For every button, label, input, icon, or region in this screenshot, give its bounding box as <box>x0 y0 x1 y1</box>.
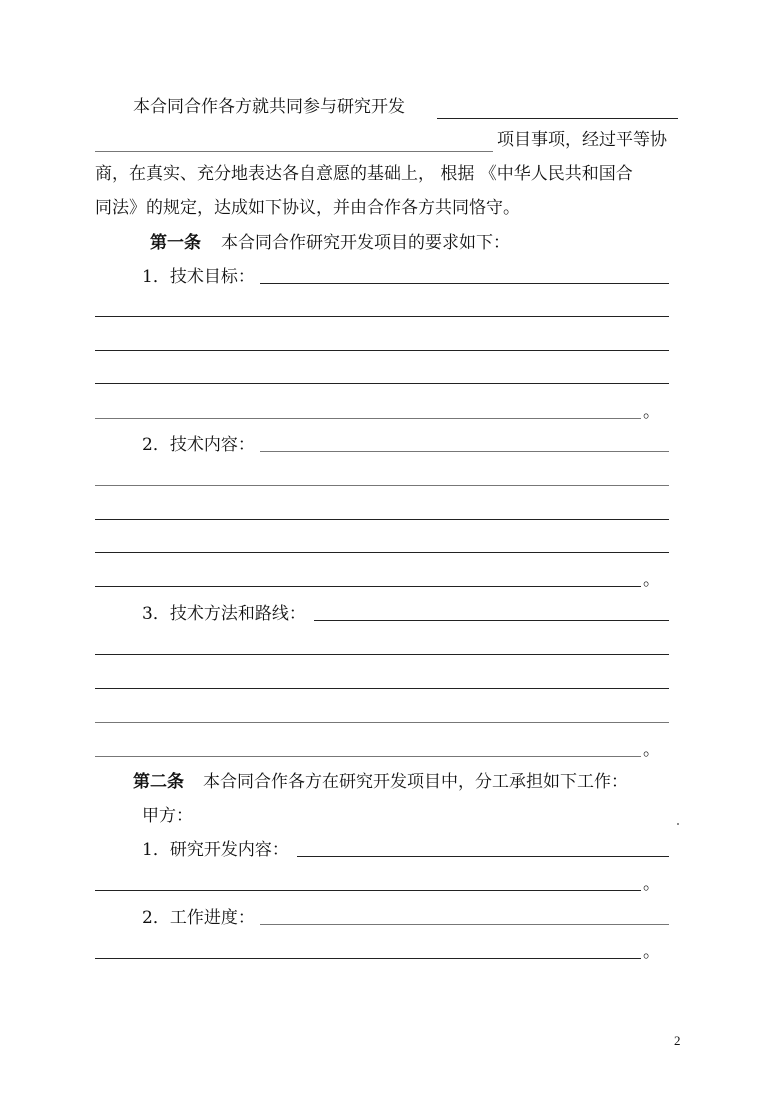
party-a-label: 甲方： <box>142 806 193 826</box>
rd-content-blank[interactable] <box>95 890 641 891</box>
page-number: 2 <box>674 1033 681 1048</box>
period-mark: 。 <box>643 402 660 422</box>
rd-content-blank[interactable] <box>297 856 669 857</box>
tech-goal-blank[interactable] <box>95 383 669 384</box>
intro-line-3: 商，在真实、充分地表达各自意愿的基础上， 根据 《中华人民共和国合 <box>95 164 633 184</box>
tech-content-blank[interactable] <box>95 552 669 553</box>
tech-goal-blank[interactable] <box>95 316 669 317</box>
tech-goal-label: 1．技术目标： <box>142 267 255 287</box>
period-mark: 。 <box>643 570 660 590</box>
article-1-text: 本合同合作研究开发项目的要求如下： <box>221 233 510 253</box>
intro-line-2: 项目事项，经过平等协 <box>497 130 667 150</box>
intro-line-1: 本合同合作各方就共同参与研究开发 <box>133 97 405 117</box>
tech-method-blank[interactable] <box>95 722 669 723</box>
period-mark: 。 <box>643 874 660 894</box>
tech-content-blank[interactable] <box>95 519 669 520</box>
tech-content-blank[interactable] <box>95 586 641 587</box>
work-progress-blank[interactable] <box>95 958 641 959</box>
tech-method-blank[interactable] <box>95 688 669 689</box>
tech-goal-blank[interactable] <box>95 350 669 351</box>
work-progress-label: 2．工作进度： <box>142 908 255 928</box>
tech-content-label: 2．技术内容： <box>142 435 255 455</box>
tech-method-blank[interactable] <box>95 756 641 757</box>
speck <box>677 823 679 825</box>
tech-goal-blank[interactable] <box>260 283 669 284</box>
article-1-heading: 第一条 <box>150 233 201 253</box>
work-progress-blank[interactable] <box>260 924 669 925</box>
tech-method-blank[interactable] <box>95 654 669 655</box>
tech-method-blank[interactable] <box>314 620 669 621</box>
rd-content-label: 1．研究开发内容： <box>142 840 289 860</box>
tech-goal-blank[interactable] <box>95 418 641 419</box>
intro-line-4: 同法》的规定，达成如下协议，并由合作各方共同恪守。 <box>95 198 520 218</box>
article-2-text: 本合同合作各方在研究开发项目中，分工承担如下工作： <box>203 772 628 792</box>
article-2-heading: 第二条 <box>133 772 184 792</box>
period-mark: 。 <box>643 740 660 760</box>
tech-content-blank[interactable] <box>95 485 669 486</box>
period-mark: 。 <box>643 942 660 962</box>
tech-content-blank[interactable] <box>260 451 669 452</box>
tech-method-label: 3．技术方法和路线： <box>142 604 306 624</box>
project-name-blank-continued[interactable] <box>95 151 493 152</box>
project-name-blank[interactable] <box>437 118 678 119</box>
